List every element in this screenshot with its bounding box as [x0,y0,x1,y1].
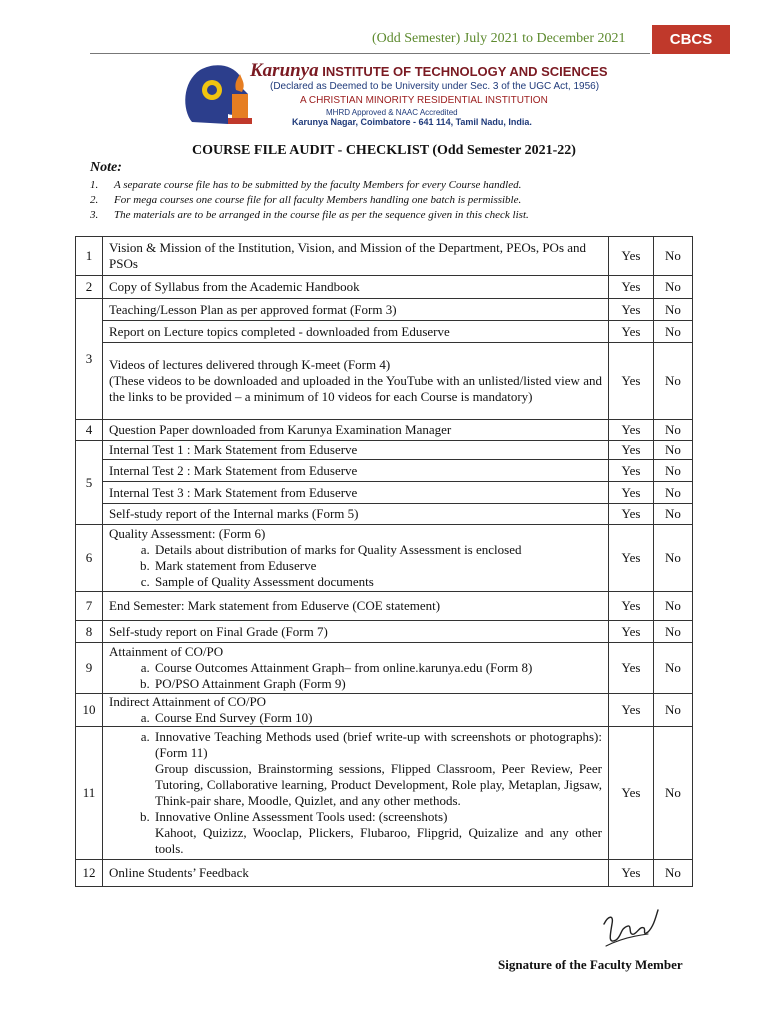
yes-option: Yes [609,643,654,694]
no-option: No [654,276,693,299]
row-item: Videos of lectures delivered through K-meet (Form 4) (These videos to be downloaded and uploaded in the YouTube with an unlisted/listed view and the links to be provided – a minimum of 10 videos for each Course is mandatory) [103,343,609,420]
row-item: Self-study report on Final Grade (Form 7) [103,621,609,643]
table-row [76,643,693,694]
document-title: COURSE FILE AUDIT - CHECKLIST (Odd Semester 2021-22) [192,143,576,158]
yes-option: Yes [609,441,654,460]
yes-option: Yes [609,592,654,621]
no-option: No [654,643,693,694]
table-row [76,694,693,727]
institution-name-rest: INSTITUTE OF TECHNOLOGY AND SCIENCES [322,64,608,79]
row-item: Indirect Attainment of CO/PO a. Course End Survey (Form 10) [103,694,609,727]
table-row [76,525,693,592]
list-item: c. Sample of Quality Assessment documents [153,574,602,590]
table-row [76,621,693,643]
note-heading: Note: [90,160,122,175]
yes-option: Yes [609,420,654,441]
semester-header: (Odd Semester) July 2021 to December 2021 [372,31,626,46]
row-number: 11 [76,727,103,860]
row-item: End Semester: Mark statement from Eduserve (COE statement) [103,592,609,621]
table-row [76,592,693,621]
table-row [76,482,693,504]
sub-list [109,729,602,857]
list-item: a. Details about distribution of marks for Quality Assessment is enclosed [153,542,602,558]
no-option: No [654,727,693,860]
yes-option: Yes [609,504,654,525]
row-item: Self-study report of the Internal marks (Form 5) [103,504,609,525]
no-option: No [654,860,693,887]
row-number: 10 [76,694,103,727]
yes-option: Yes [609,525,654,592]
no-option: No [654,621,693,643]
table-row [76,321,693,343]
list-item: b. Innovative Online Assessment Tools used: (screenshots) Kahoot, Quizizz, Wooclap, Plickers, Flubaroo, Flipgrid, Quizalize and any other tools. [153,809,602,857]
yes-option: Yes [609,621,654,643]
table-row [76,420,693,441]
no-option: No [654,592,693,621]
row-item: Copy of Syllabus from the Academic Handbook [103,276,609,299]
row-item: Internal Test 3 : Mark Statement from Eduserve [103,482,609,504]
note-item: 1. A separate course file has to be submitted by the faculty Members for every Course handled. [90,179,522,191]
table-row [76,504,693,525]
sub-list [109,710,602,726]
table-row [76,460,693,482]
signature-icon [598,906,668,951]
list-item: a. Innovative Teaching Methods used (brief write-up with screenshots or photographs): (Form 11) Group discussion, Brainstorming sessions, Flipped Classroom, Peer Review, Peer Tutoring, Collaborative learning, Product Development, Role play, Metaplan, Jigsaw, Think-pair share, Moodle, Quizlet, and any other methods. [153,729,602,809]
row-number: 2 [76,276,103,299]
yes-option: Yes [609,276,654,299]
list-item: b. PO/PSO Attainment Graph (Form 9) [153,676,602,692]
yes-option: Yes [609,460,654,482]
row-item: Quality Assessment: (Form 6) a. Details about distribution of marks for Quality Assessment is enclosed b. Mark statement from Eduserve c. Sample of Quality Assessment documents [103,525,609,592]
list-item: a. Course Outcomes Attainment Graph– from online.karunya.edu (Form 8) [153,660,602,676]
header-rule [90,53,650,54]
yes-option: Yes [609,237,654,276]
no-option: No [654,482,693,504]
no-option: No [654,420,693,441]
row-item: Question Paper downloaded from Karunya Examination Manager [103,420,609,441]
no-option: No [654,441,693,460]
row-item: Internal Test 2 : Mark Statement from Eduserve [103,460,609,482]
signature-label: Signature of the Faculty Member [498,957,683,972]
row-number: 5 [76,441,103,525]
institution-brand: Karunya [250,60,319,81]
table-row [76,237,693,276]
row-number: 4 [76,420,103,441]
yes-option: Yes [609,343,654,420]
row-number: 8 [76,621,103,643]
table-row [76,441,693,460]
note-item: 2. For mega courses one course file for all faculty Members handling one batch is permissible. [90,194,522,206]
row-item: Attainment of CO/PO a. Course Outcomes Attainment Graph– from online.karunya.edu (Form 8) b. PO/PSO Attainment Graph (Form 9) [103,643,609,694]
row-number: 12 [76,860,103,887]
row-item: Online Students’ Feedback [103,860,609,887]
no-option: No [654,694,693,727]
institution-minority-line: A CHRISTIAN MINORITY RESIDENTIAL INSTITUTION [300,95,548,106]
yes-option: Yes [609,694,654,727]
list-item: b. Mark statement from Eduserve [153,558,602,574]
no-option: No [654,237,693,276]
table-row [76,276,693,299]
yes-option: Yes [609,299,654,321]
institution-accreditation-line: MHRD Approved & NAAC Accredited [326,108,458,117]
no-option: No [654,343,693,420]
row-item: Internal Test 1 : Mark Statement from Eduserve [103,441,609,460]
note-item: 3. The materials are to be arranged in the course file as per the sequence given in this check list. [90,209,529,221]
institution-name [250,60,608,82]
sub-list [109,660,602,692]
table-row [76,727,693,860]
table-row [76,860,693,887]
yes-option: Yes [609,321,654,343]
no-option: No [654,460,693,482]
row-number: 6 [76,525,103,592]
list-item: a. Course End Survey (Form 10) [153,710,602,726]
yes-option: Yes [609,482,654,504]
no-option: No [654,321,693,343]
row-number: 7 [76,592,103,621]
row-item: Report on Lecture topics completed - downloaded from Eduserve [103,321,609,343]
institution-logo-icon [178,60,260,132]
yes-option: Yes [609,727,654,860]
checklist-table [75,236,693,887]
no-option: No [654,525,693,592]
no-option: No [654,504,693,525]
no-option: No [654,299,693,321]
sub-list [109,542,602,590]
cbcs-badge: CBCS [652,25,730,54]
institution-deemed-line: (Declared as Deemed to be University under Sec. 3 of the UGC Act, 1956) [270,81,600,92]
row-item: Vision & Mission of the Institution, Vision, and Mission of the Department, PEOs, POs and PSOs [103,237,609,276]
yes-option: Yes [609,860,654,887]
institution-address: Karunya Nagar, Coimbatore - 641 114, Tamil Nadu, India. [292,117,532,127]
table-row [76,343,693,420]
notes-list [90,178,529,223]
row-number: 1 [76,237,103,276]
row-number: 3 [76,299,103,420]
row-item: Teaching/Lesson Plan as per approved format (Form 3) [103,299,609,321]
row-item [103,727,609,860]
row-number: 9 [76,643,103,694]
table-row [76,299,693,321]
